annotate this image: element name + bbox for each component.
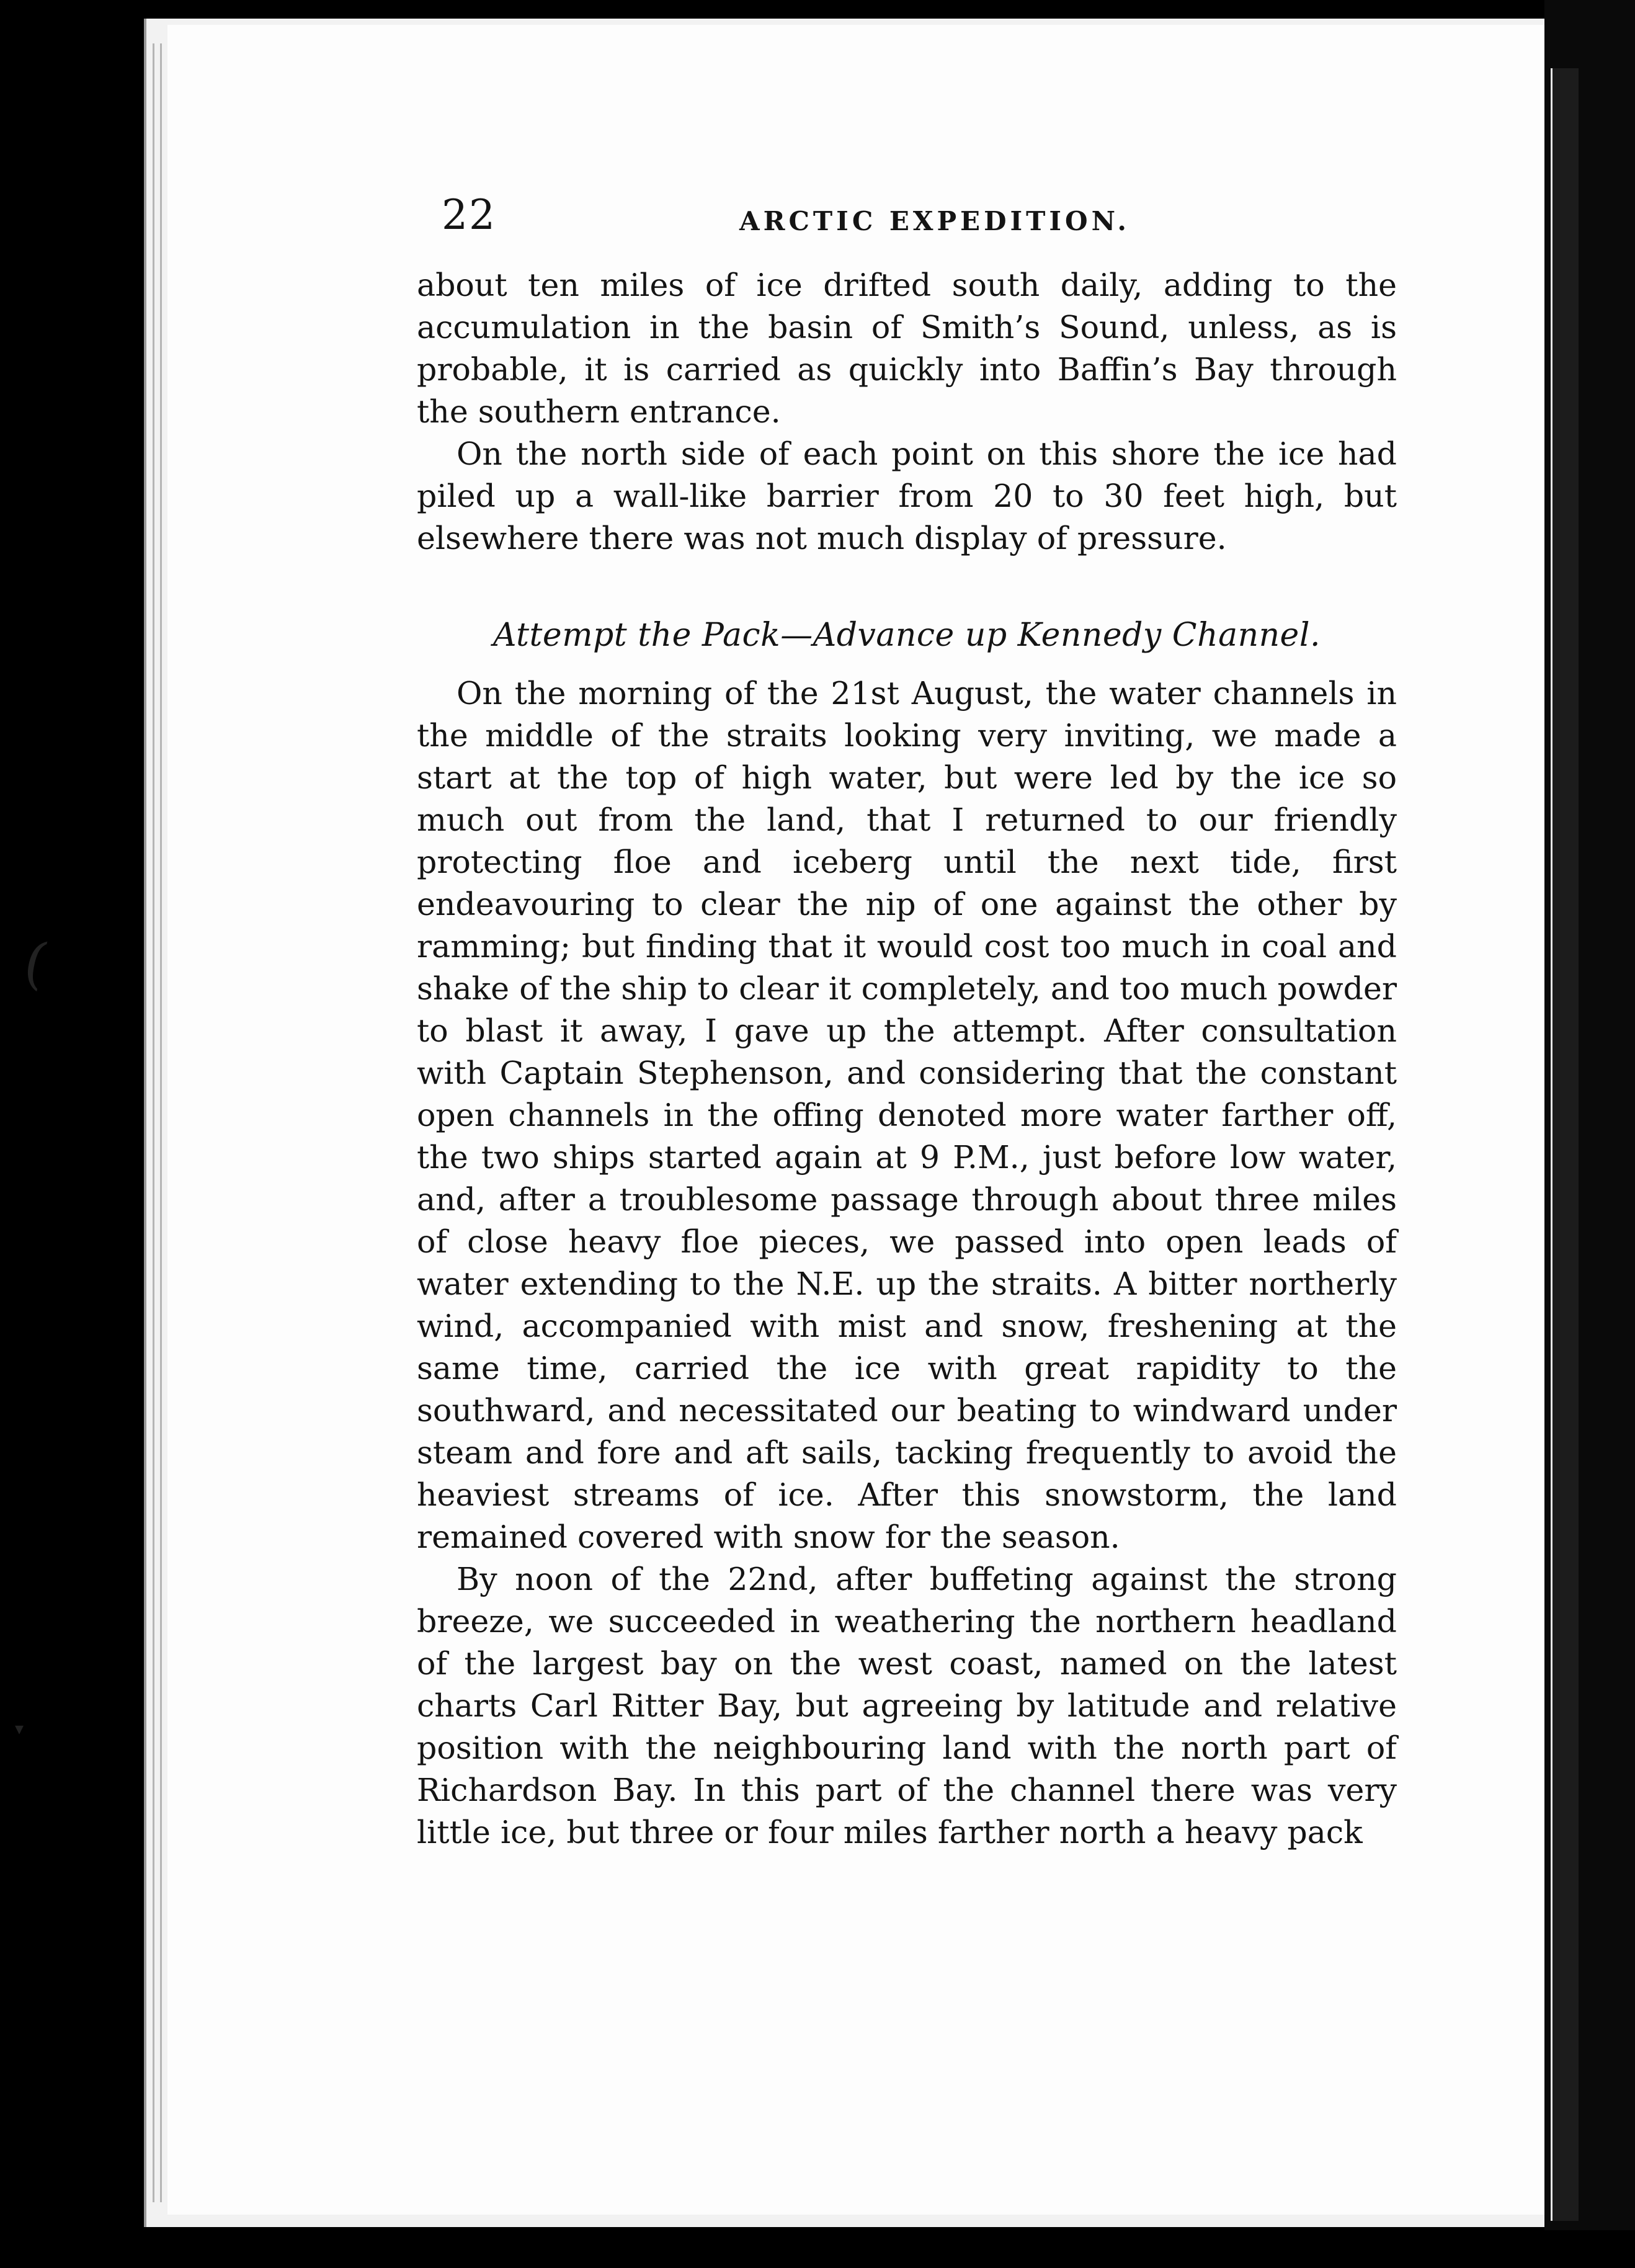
page-edge	[160, 43, 162, 2202]
running-head: ARCTIC EXPEDITION.	[739, 206, 1130, 236]
margin-bracket-mark: (	[18, 929, 53, 998]
paragraph: about ten miles of ice drifted south daily, adding to the accumulation in the basin of Smith’s Sound, unless, as is probable, it is carried as quickly into Baffin’s Bay through the southern entrance.	[417, 267, 1397, 430]
bottom-scan-border	[0, 2230, 1635, 2268]
page-number: 22	[442, 191, 496, 239]
page-header	[417, 186, 1397, 261]
paragraph: On the north side of each point on this shore the ice had piled up a wall-like barrier from 20 to 30 feet high, but elsewhere there was not much display of pressure.	[417, 435, 1397, 556]
section-heading: Attempt the Pack—Advance up Kennedy Channel.	[492, 617, 1321, 654]
text-column	[417, 186, 1397, 1854]
paragraph: On the morning of the 21st August, the water channels in the middle of the straits looking very inviting, we made a start at the top of high water, but were led by the ice so much out from the land, that I returned to our friendly protecting floe and iceberg until the next tide, first endeavouring to clear the nip of one against the other by ramming; but finding that it would cost too much in coal and shake of the ship to clear it completely, and too much powder to blast it away, I gave up the attempt. After consultation with Captain Stephenson, and considering that the constant open channels in the offing denoted more water farther off, the two ships started again at 9 P.M., just before low water, and, after a troublesome passage through about three miles of close heavy floe pieces, we passed into open leads of water extending to the N.E. up the straits. A bitter northerly wind, accompanied with mist and snow, freshening at the same time, carried the ice with great rapidity to the southward, and necessitated our beating to windward under steam and fore and aft sails, tacking frequently to avoid the heaviest streams of ice. After this snowstorm, the land remained covered with snow for the season.	[417, 675, 1397, 1555]
margin-speck: ▾	[15, 1718, 24, 1739]
paragraph: By noon of the 22nd, after buffeting against the strong breeze, we succeeded in weathering the northern headland of the largest bay on the west coast, named on the latest charts Carl Ritter Bay, but agreeing by latitude and relative position with the neighbouring land with the north part of Richardson Bay. In this part of the channel there was very little ice, but three or four miles farther north a heavy pack	[417, 1561, 1397, 1851]
binding-edge	[1551, 68, 1579, 2221]
page-edge	[153, 43, 154, 2202]
